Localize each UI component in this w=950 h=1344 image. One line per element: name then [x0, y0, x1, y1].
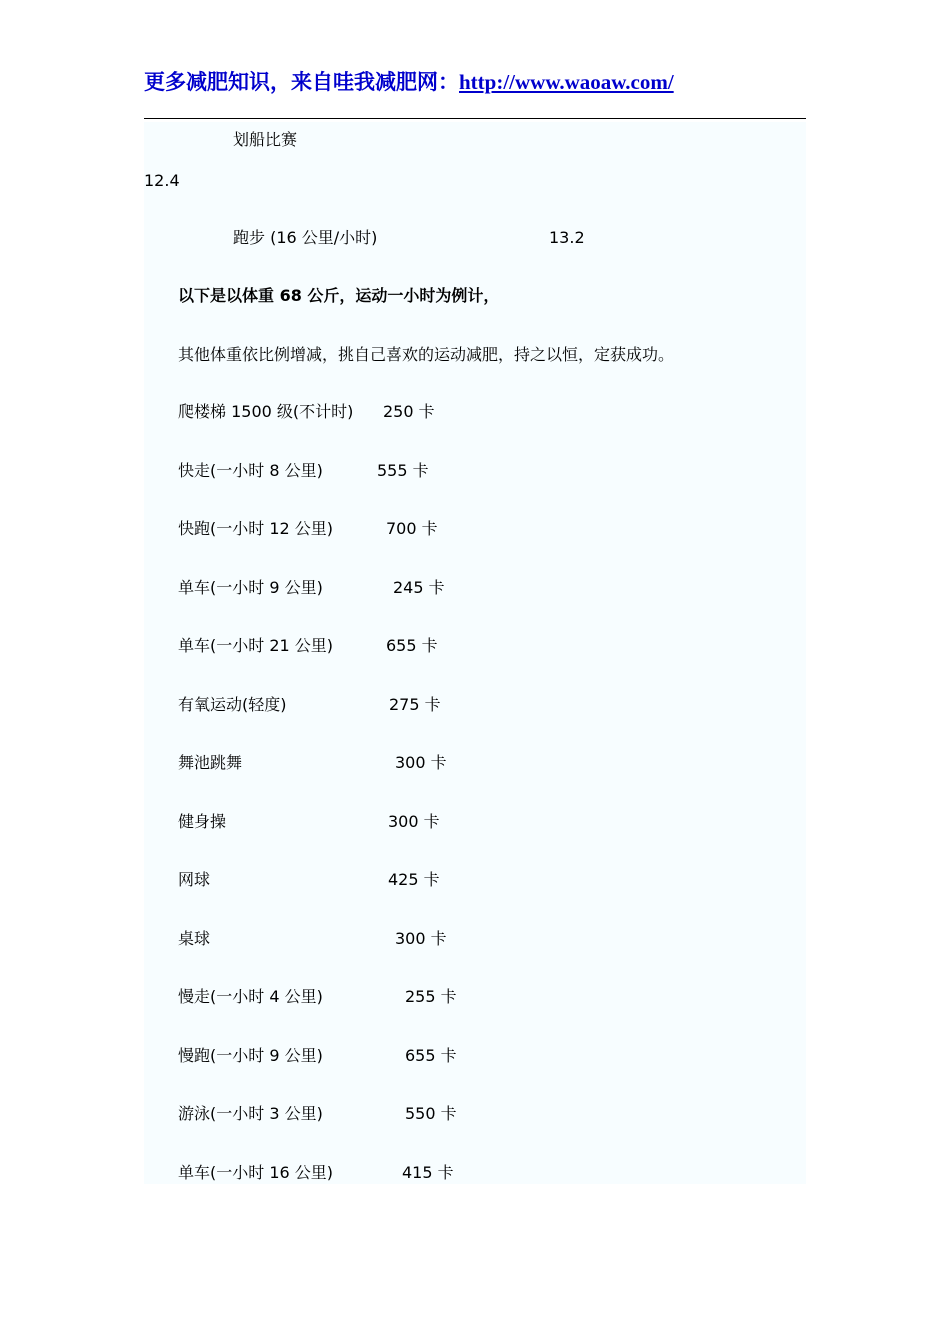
activity-name: 单车(一小时 9 公里): [178, 577, 323, 597]
site-link[interactable]: http://www.waoaw.com/: [459, 70, 674, 94]
activity-calories: 255 卡: [405, 987, 457, 1006]
rowing-label: 划船比赛: [233, 130, 298, 149]
activity-calories: 655 卡: [405, 1045, 457, 1065]
activity-name: 游泳(一小时 3 公里): [178, 1104, 323, 1123]
activity-calories: 655 卡: [386, 636, 438, 655]
activity-calories: 555 卡: [377, 460, 429, 480]
activity-calories: 300 卡: [388, 811, 440, 831]
activity-name: 慢走(一小时 4 公里): [178, 987, 323, 1006]
activity-name: 健身操: [178, 811, 227, 831]
activity-calories: 300 卡: [395, 928, 447, 948]
page-header: [144, 66, 806, 96]
activity-name: 单车(一小时 21 公里): [178, 636, 334, 655]
activity-calories: 415 卡: [402, 1162, 454, 1182]
activity-calories: 700 卡: [386, 519, 438, 538]
rowing-value: 12.4: [144, 171, 180, 190]
activity-calories: 250 卡: [383, 402, 435, 421]
activity-calories: 245 卡: [393, 577, 445, 597]
intro-line-1: 以下是以体重 68 公斤，运动一小时为例计，: [178, 286, 500, 305]
header-divider: [144, 118, 806, 119]
activity-name: 快跑(一小时 12 公里): [178, 519, 334, 538]
running-label: 跑步 (16 公里/小时): [233, 228, 378, 247]
intro-line-2: 其他体重依比例增减，挑自己喜欢的运动减肥，持之以恒，定获成功。: [178, 345, 675, 364]
activity-name: 慢跑(一小时 9 公里): [178, 1045, 323, 1065]
activity-name: 单车(一小时 16 公里): [178, 1162, 334, 1182]
activity-name: 快走(一小时 8 公里): [178, 460, 323, 480]
activity-calories: 425 卡: [388, 870, 440, 889]
activity-name: 桌球: [178, 928, 211, 948]
activity-name: 舞池跳舞: [178, 753, 243, 772]
activity-calories: 300 卡: [395, 753, 447, 772]
activity-name: 网球: [178, 870, 211, 889]
header-prefix: 更多减肥知识，来自哇我减肥网：: [144, 69, 459, 94]
running-value: 13.2: [549, 228, 585, 247]
activity-name: 爬楼梯 1500 级(不计时): [178, 402, 354, 421]
activity-calories: 275 卡: [389, 694, 441, 714]
activity-name: 有氧运动(轻度): [178, 694, 287, 714]
activity-calories: 550 卡: [405, 1104, 457, 1123]
